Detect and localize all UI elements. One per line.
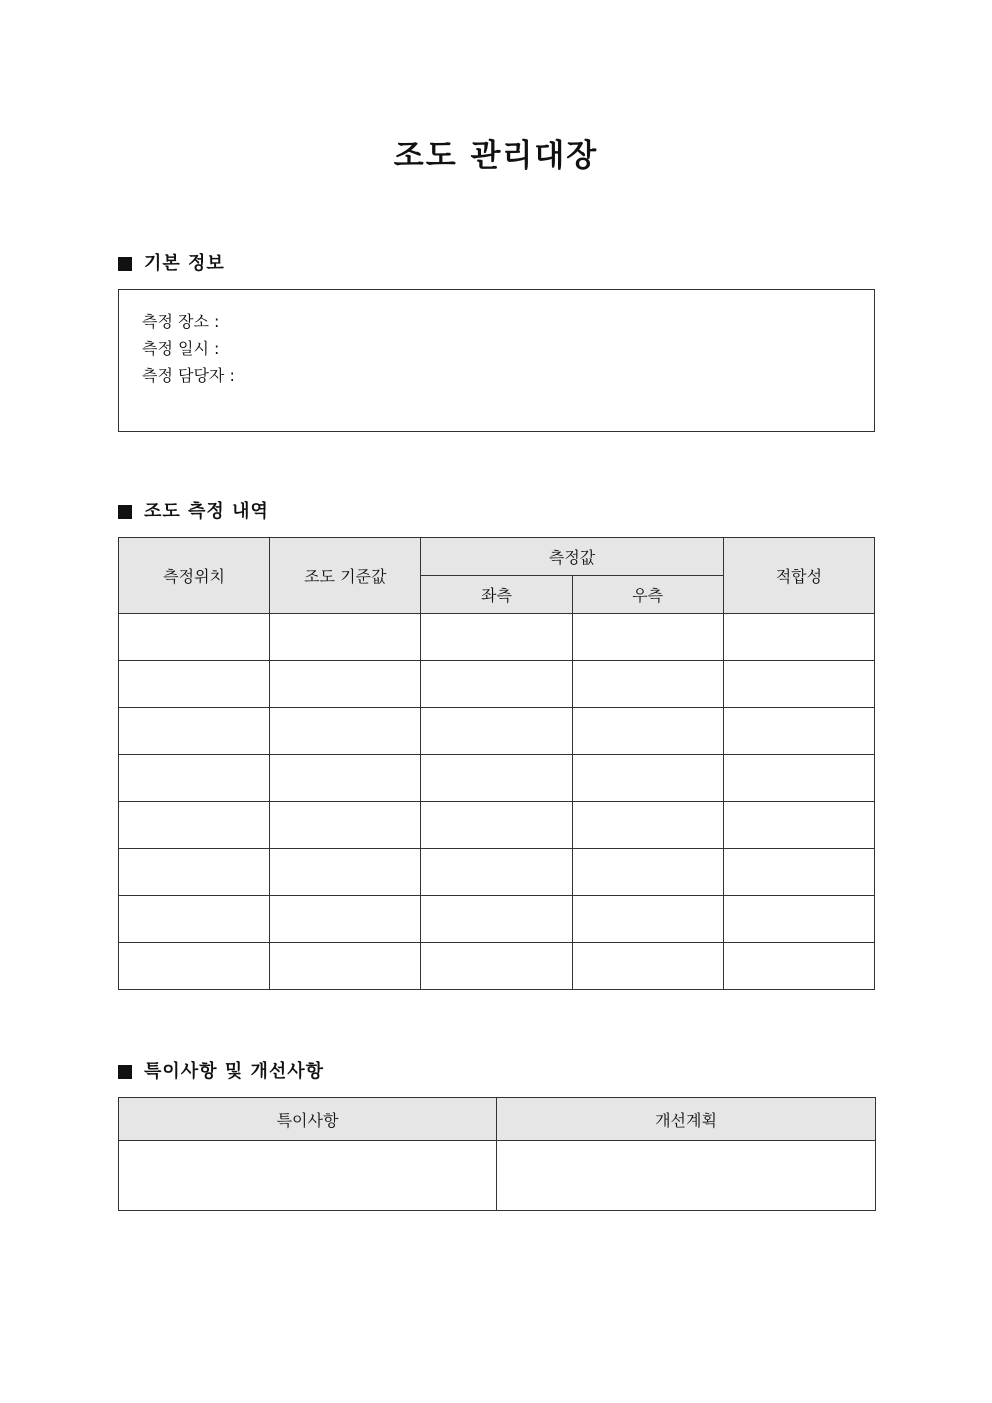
suitability-cell[interactable]	[723, 614, 874, 661]
suitability-cell[interactable]	[723, 708, 874, 755]
field-location[interactable]	[142, 308, 235, 335]
left-value-cell[interactable]	[421, 614, 572, 661]
table-row	[119, 708, 875, 755]
header-remarks: 특이사항	[119, 1098, 497, 1141]
standard-value-cell[interactable]	[270, 896, 421, 943]
improvement-plan-cell[interactable]	[497, 1141, 876, 1211]
remarks-cell[interactable]	[119, 1141, 497, 1211]
table-row	[119, 849, 875, 896]
suitability-cell[interactable]	[723, 661, 874, 708]
right-value-cell[interactable]	[572, 614, 723, 661]
standard-value-cell[interactable]	[270, 943, 421, 990]
right-value-cell[interactable]	[572, 755, 723, 802]
left-value-cell[interactable]	[421, 661, 572, 708]
location-cell[interactable]	[119, 614, 270, 661]
section-heading-measurement	[118, 500, 269, 524]
standard-value-cell[interactable]	[270, 802, 421, 849]
suitability-cell[interactable]	[723, 849, 874, 896]
notes-body-row	[119, 1141, 876, 1211]
field-datetime-label: 측정 일시 :	[142, 339, 220, 358]
right-value-cell[interactable]	[572, 802, 723, 849]
notes-header-row	[119, 1098, 876, 1141]
header-right: 우측	[572, 576, 723, 614]
left-value-cell[interactable]	[421, 802, 572, 849]
table-row	[119, 614, 875, 661]
page-title: 조도 관리대장	[393, 138, 599, 174]
location-cell[interactable]	[119, 943, 270, 990]
square-bullet-icon	[118, 257, 132, 271]
square-bullet-icon	[118, 1065, 132, 1079]
standard-value-cell[interactable]	[270, 708, 421, 755]
header-improvement-plan: 개선계획	[497, 1098, 876, 1141]
header-left: 좌측	[421, 576, 572, 614]
location-cell[interactable]	[119, 849, 270, 896]
right-value-cell[interactable]	[572, 661, 723, 708]
field-manager[interactable]	[142, 362, 235, 389]
table-header-row	[119, 538, 875, 576]
right-value-cell[interactable]	[572, 849, 723, 896]
location-cell[interactable]	[119, 708, 270, 755]
table-row	[119, 896, 875, 943]
standard-value-cell[interactable]	[270, 849, 421, 896]
standard-value-cell[interactable]	[270, 614, 421, 661]
location-cell[interactable]	[119, 661, 270, 708]
left-value-cell[interactable]	[421, 755, 572, 802]
basic-info-box	[118, 289, 875, 432]
suitability-cell[interactable]	[723, 755, 874, 802]
header-measured-value: 측정값	[421, 538, 723, 576]
square-bullet-icon	[118, 505, 132, 519]
right-value-cell[interactable]	[572, 896, 723, 943]
table-row	[119, 943, 875, 990]
location-cell[interactable]	[119, 896, 270, 943]
header-suitability: 적합성	[723, 538, 874, 614]
suitability-cell[interactable]	[723, 896, 874, 943]
standard-value-cell[interactable]	[270, 755, 421, 802]
section-heading-label: 기본 정보	[144, 253, 225, 274]
field-manager-label: 측정 담당자 :	[142, 366, 235, 385]
left-value-cell[interactable]	[421, 708, 572, 755]
table-row	[119, 755, 875, 802]
section-heading-label: 특이사항 및 개선사항	[144, 1061, 325, 1082]
right-value-cell[interactable]	[572, 943, 723, 990]
location-cell[interactable]	[119, 802, 270, 849]
suitability-cell[interactable]	[723, 802, 874, 849]
field-location-label: 측정 장소 :	[142, 312, 220, 331]
field-datetime[interactable]	[142, 335, 235, 362]
section-heading-notes	[118, 1060, 324, 1084]
basic-info-lines	[142, 308, 235, 389]
table-row	[119, 661, 875, 708]
table-row	[119, 802, 875, 849]
left-value-cell[interactable]	[421, 849, 572, 896]
left-value-cell[interactable]	[421, 896, 572, 943]
header-standard-value: 조도 기준값	[270, 538, 421, 614]
measurement-table-body	[119, 614, 875, 990]
standard-value-cell[interactable]	[270, 661, 421, 708]
left-value-cell[interactable]	[421, 943, 572, 990]
notes-table	[118, 1097, 876, 1211]
suitability-cell[interactable]	[723, 943, 874, 990]
location-cell[interactable]	[119, 755, 270, 802]
measurement-table	[118, 537, 875, 990]
right-value-cell[interactable]	[572, 708, 723, 755]
section-heading-label: 조도 측정 내역	[144, 501, 269, 522]
header-location: 측정위치	[119, 538, 270, 614]
section-heading-basic-info	[118, 252, 225, 276]
